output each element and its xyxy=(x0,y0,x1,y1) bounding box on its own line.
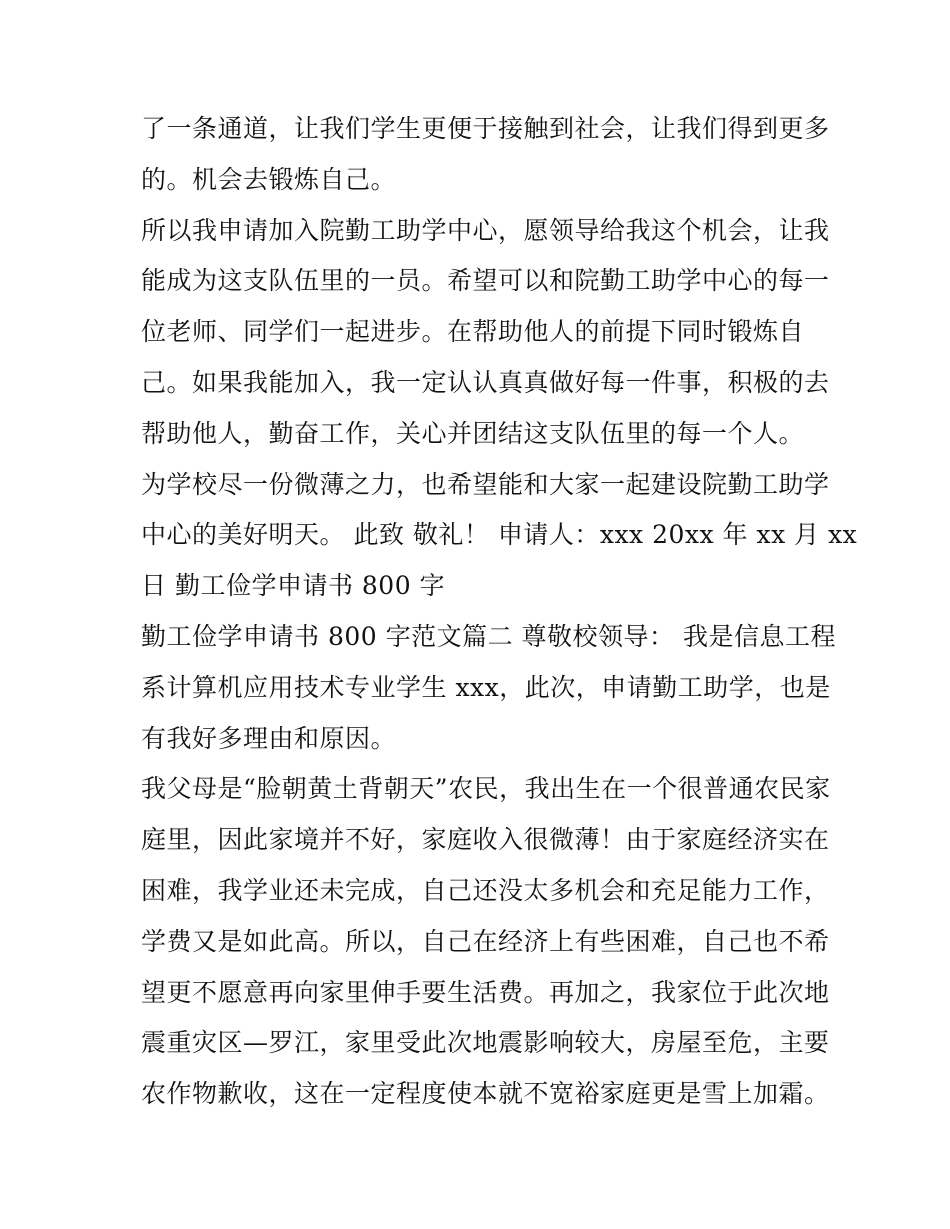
text-line: 了一条通道，让我们学生更便于接触到社会，让我们得到更多 xyxy=(141,114,830,143)
text-line: 为学校尽一份微薄之力，也希望能和大家一起建设院勤工助学 xyxy=(141,469,830,499)
text-line: 系计算机应用技术专业学生 xxx，此次，申请勤工助学，也是 xyxy=(141,672,831,702)
text-line: 我父母是“脸朝黄土背朝天”农民，我出生在一个很普通农民家 xyxy=(141,774,831,804)
text-line: 己。如果我能加入，我一定认认真真做好每一件事，积极的去 xyxy=(141,367,830,397)
text-line: 学费又是如此高。所以，自己在经济上有些困难，自己也不希 xyxy=(141,926,830,956)
text-line: 有我好多理由和原因。 xyxy=(141,723,397,753)
text-line: 位老师、同学们一起进步。在帮助他人的前提下同时锻炼自 xyxy=(141,317,805,347)
text-line: 勤工俭学申请书 800 字范文篇二 尊敬校领导： 我是信息工程 xyxy=(141,621,837,651)
text-line: 庭里，因此家境并不好，家庭收入很微薄！由于家庭经济实在 xyxy=(141,825,830,855)
text-line: 所以我申请加入院勤工助学中心，愿领导给我这个机会，让我 xyxy=(141,215,830,245)
text-line: 困难，我学业还未完成，自己还没太多机会和充足能力工作， xyxy=(141,875,830,905)
text-line: 日 勤工俭学申请书 800 字 xyxy=(141,571,446,601)
document-body xyxy=(141,104,858,1120)
text-line: 震重灾区—罗江，家里受此次地震影响较大，房屋至危，主要 xyxy=(141,1028,830,1058)
text-line: 望更不愿意再向家里伸手要生活费。再加之，我家位于此次地 xyxy=(141,977,830,1007)
text-line: 中心的美好明天。 此致 敬礼！ 申请人：xxx 20xx 年 xx 月 xx xyxy=(141,520,858,550)
text-line: 农作物歉收，这在一定程度使本就不宽裕家庭更是雪上加霜。 xyxy=(141,1079,830,1109)
text-line: 能成为这支队伍里的一员。希望可以和院勤工助学中心的每一 xyxy=(141,266,830,296)
text-line: 帮助他人，勤奋工作，关心并团结这支队伍里的每一个人。 xyxy=(141,418,805,448)
text-line: 的。机会去锻炼自己。 xyxy=(141,164,397,194)
